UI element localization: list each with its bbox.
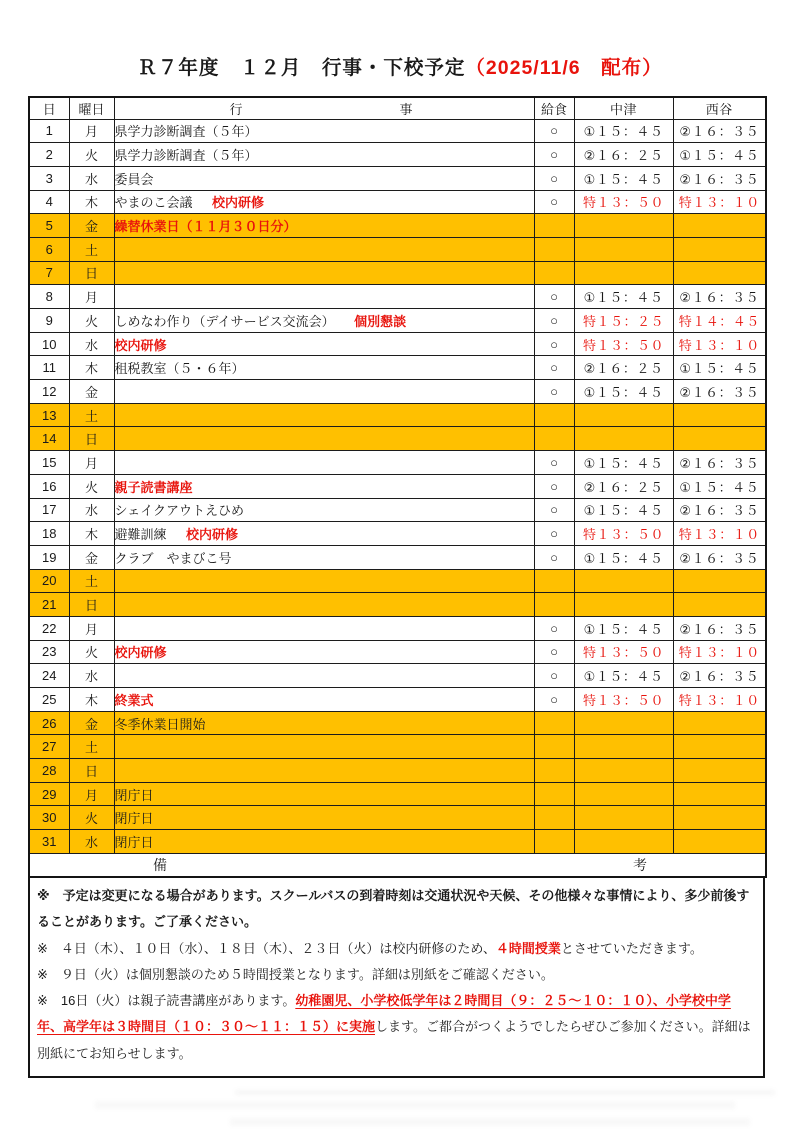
weekday-label: 水 xyxy=(69,830,114,854)
weekday-label: 木 xyxy=(69,688,114,712)
schedule-row-day-14 xyxy=(29,427,766,451)
event-text: 冬季休業日開始 xyxy=(114,716,206,732)
nakatsu-dismissal-time xyxy=(574,735,673,759)
schedule-row-day-28 xyxy=(29,759,766,783)
lunch-mark xyxy=(534,711,574,735)
day-number: 31 xyxy=(29,830,69,854)
day-number: 9 xyxy=(29,309,69,333)
weekday-label: 日 xyxy=(69,261,114,285)
nakatsu-dismissal-time xyxy=(574,237,673,261)
note-text: ※ ９日（火）は個別懇談のため５時間授業となります。詳細は別紙をご確認ください。 xyxy=(37,966,554,982)
nishitani-dismissal-time xyxy=(673,830,766,854)
event-text: 委員会 xyxy=(114,171,154,187)
lunch-mark xyxy=(534,214,574,238)
nakatsu-dismissal-time: ①１５：４５ xyxy=(574,285,673,309)
day-number: 7 xyxy=(29,261,69,285)
schedule-row-day-6 xyxy=(29,237,766,261)
event-cell xyxy=(114,545,534,569)
nishitani-dismissal-time: 特１３：１０ xyxy=(673,190,766,214)
note-text: ４時間授業 xyxy=(495,940,561,956)
nakatsu-dismissal-time xyxy=(574,593,673,617)
nishitani-dismissal-time: 特１４：４５ xyxy=(673,309,766,333)
schedule-row-day-20 xyxy=(29,569,766,593)
schedule-row-day-31 xyxy=(29,830,766,854)
lunch-mark: ○ xyxy=(534,143,574,167)
event-cell xyxy=(114,711,534,735)
lunch-mark xyxy=(534,569,574,593)
weekday-label: 金 xyxy=(69,545,114,569)
schedule-row-day-10 xyxy=(29,332,766,356)
day-number: 5 xyxy=(29,214,69,238)
schedule-row-day-11 xyxy=(29,356,766,380)
event-cell xyxy=(114,166,534,190)
nakatsu-dismissal-time: ①１５：４５ xyxy=(574,119,673,143)
event-cell xyxy=(114,735,534,759)
day-number: 13 xyxy=(29,403,69,427)
header-event xyxy=(114,97,534,119)
weekday-label: 日 xyxy=(69,593,114,617)
weekday-label: 土 xyxy=(69,403,114,427)
nakatsu-dismissal-time: 特１３：５０ xyxy=(574,332,673,356)
title-release-date: （2025/11/6 配布） xyxy=(465,57,663,79)
day-number: 1 xyxy=(29,119,69,143)
event-cell xyxy=(114,498,534,522)
header-event-spread xyxy=(115,99,534,118)
event-cell xyxy=(114,427,534,451)
event-text: 終業式 xyxy=(114,692,154,708)
nakatsu-dismissal-time: ①１５：４５ xyxy=(574,545,673,569)
event-cell xyxy=(114,474,534,498)
event-cell xyxy=(114,403,534,427)
nakatsu-dismissal-time xyxy=(574,806,673,830)
lunch-mark xyxy=(534,806,574,830)
day-number: 6 xyxy=(29,237,69,261)
header-weekday: 曜日 xyxy=(69,97,114,119)
event-cell xyxy=(114,616,534,640)
day-number: 21 xyxy=(29,593,69,617)
event-cell xyxy=(114,593,534,617)
lunch-mark xyxy=(534,782,574,806)
weekday-label: 金 xyxy=(69,380,114,404)
note-text: ※ ４日（木）、１０日（水）、１８日（木）、２３日（火）は校内研修のため、 xyxy=(37,940,496,956)
nakatsu-dismissal-time xyxy=(574,261,673,285)
lunch-mark: ○ xyxy=(534,664,574,688)
note-text: とさせていただきます。 xyxy=(560,940,703,956)
nakatsu-dismissal-time: 特１５：２５ xyxy=(574,309,673,333)
weekday-label: 月 xyxy=(69,782,114,806)
weekday-label: 木 xyxy=(69,190,114,214)
note-paragraph xyxy=(37,936,755,962)
day-number: 14 xyxy=(29,427,69,451)
event-cell xyxy=(114,806,534,830)
day-number: 11 xyxy=(29,356,69,380)
weekday-label: 日 xyxy=(69,759,114,783)
day-number: 20 xyxy=(29,569,69,593)
weekday-label: 土 xyxy=(69,237,114,261)
weekday-label: 月 xyxy=(69,616,114,640)
nakatsu-dismissal-time xyxy=(574,830,673,854)
schedule-row-day-9 xyxy=(29,309,766,333)
schedule-row-day-25 xyxy=(29,688,766,712)
event-text: 校内研修 xyxy=(186,527,239,543)
event-cell xyxy=(114,640,534,664)
remarks-spread xyxy=(30,855,765,875)
schedule-table xyxy=(28,96,767,878)
schedule-row-day-2 xyxy=(29,143,766,167)
schedule-row-day-26 xyxy=(29,711,766,735)
event-text: しめなわ作り（デイサービス交流会） xyxy=(114,313,335,329)
nishitani-dismissal-time: ②１６：３５ xyxy=(673,380,766,404)
event-cell xyxy=(114,143,534,167)
weekday-label: 木 xyxy=(69,356,114,380)
nishitani-dismissal-time xyxy=(673,735,766,759)
weekday-label: 月 xyxy=(69,119,114,143)
lunch-mark: ○ xyxy=(534,285,574,309)
event-cell xyxy=(114,664,534,688)
note-paragraph xyxy=(37,883,755,936)
lunch-mark: ○ xyxy=(534,616,574,640)
event-text: 県学力診断調査（５年） xyxy=(114,124,258,140)
day-number: 3 xyxy=(29,166,69,190)
remarks-header-cell xyxy=(29,853,766,877)
lunch-mark xyxy=(534,403,574,427)
event-cell xyxy=(114,237,534,261)
weekday-label: 月 xyxy=(69,285,114,309)
day-number: 27 xyxy=(29,735,69,759)
day-number: 4 xyxy=(29,190,69,214)
nishitani-dismissal-time xyxy=(673,759,766,783)
nakatsu-dismissal-time: ①１５：４５ xyxy=(574,380,673,404)
weekday-label: 火 xyxy=(69,143,114,167)
nishitani-dismissal-time xyxy=(673,427,766,451)
nakatsu-dismissal-time xyxy=(574,403,673,427)
nakatsu-dismissal-time: 特１３：５０ xyxy=(574,522,673,546)
weekday-label: 火 xyxy=(69,640,114,664)
nishitani-dismissal-time: 特１３：１０ xyxy=(673,688,766,712)
lunch-mark: ○ xyxy=(534,119,574,143)
event-cell xyxy=(114,332,534,356)
nishitani-dismissal-time xyxy=(673,806,766,830)
page-bleed-artifact xyxy=(230,1118,750,1126)
page-bleed-artifact xyxy=(235,1090,775,1095)
event-text: 個別懇談 xyxy=(354,313,407,329)
event-text: 校内研修 xyxy=(114,337,167,353)
nakatsu-dismissal-time: 特１３：５０ xyxy=(574,190,673,214)
event-text: 校内研修 xyxy=(212,195,265,211)
weekday-label: 火 xyxy=(69,309,114,333)
nakatsu-dismissal-time xyxy=(574,711,673,735)
lunch-mark: ○ xyxy=(534,309,574,333)
event-text: 県学力診断調査（５年） xyxy=(114,148,258,164)
schedule-row-day-18 xyxy=(29,522,766,546)
nishitani-dismissal-time xyxy=(673,569,766,593)
remarks-label-left: 備 xyxy=(153,857,167,874)
lunch-mark xyxy=(534,735,574,759)
nishitani-dismissal-time: 特１３：１０ xyxy=(673,332,766,356)
event-text: 繰替休業日（１１月３０日分） xyxy=(114,219,297,235)
nakatsu-dismissal-time xyxy=(574,569,673,593)
weekday-label: 木 xyxy=(69,522,114,546)
schedule-row-day-1 xyxy=(29,119,766,143)
nishitani-dismissal-time: ②１６：３５ xyxy=(673,451,766,475)
weekday-label: 金 xyxy=(69,711,114,735)
weekday-label: 金 xyxy=(69,214,114,238)
lunch-mark xyxy=(534,759,574,783)
header-lunch: 給食 xyxy=(534,97,574,119)
weekday-label: 水 xyxy=(69,498,114,522)
nishitani-dismissal-time: ②１６：３５ xyxy=(673,119,766,143)
nishitani-dismissal-time: ②１６：３５ xyxy=(673,166,766,190)
day-number: 19 xyxy=(29,545,69,569)
nakatsu-dismissal-time: ②１６：２５ xyxy=(574,356,673,380)
day-number: 25 xyxy=(29,688,69,712)
event-cell xyxy=(114,261,534,285)
day-number: 26 xyxy=(29,711,69,735)
day-number: 15 xyxy=(29,451,69,475)
schedule-row-day-22 xyxy=(29,616,766,640)
nakatsu-dismissal-time: ②１６：２５ xyxy=(574,143,673,167)
event-text: 閉庁日 xyxy=(114,834,154,850)
weekday-label: 月 xyxy=(69,451,114,475)
weekday-label: 土 xyxy=(69,735,114,759)
event-text: やまのこ会議 xyxy=(114,195,193,211)
nishitani-dismissal-time xyxy=(673,237,766,261)
day-number: 12 xyxy=(29,380,69,404)
nakatsu-dismissal-time xyxy=(574,782,673,806)
day-number: 29 xyxy=(29,782,69,806)
schedule-row-day-5 xyxy=(29,214,766,238)
header-nishitani: 西谷 xyxy=(673,97,766,119)
lunch-mark xyxy=(534,830,574,854)
day-number: 18 xyxy=(29,522,69,546)
event-text: 親子読書講座 xyxy=(114,479,193,495)
lunch-mark: ○ xyxy=(534,498,574,522)
nakatsu-dismissal-time: 特１３：５０ xyxy=(574,640,673,664)
nishitani-dismissal-time: ②１６：３５ xyxy=(673,498,766,522)
schedule-row-day-16 xyxy=(29,474,766,498)
day-number: 30 xyxy=(29,806,69,830)
header-event-left: 行 xyxy=(229,101,243,117)
title-text: Ｒ７年度 １２月 行事・下校予定 xyxy=(137,57,466,79)
nakatsu-dismissal-time xyxy=(574,759,673,783)
lunch-mark: ○ xyxy=(534,190,574,214)
nishitani-dismissal-time xyxy=(673,593,766,617)
nakatsu-dismissal-time xyxy=(574,214,673,238)
note-text: します。ご都合がつくようでしたらぜひご参加ください。詳細は別紙にてお知らせします。 xyxy=(37,1019,751,1061)
nishitani-dismissal-time: ②１６：３５ xyxy=(673,616,766,640)
note-paragraph xyxy=(37,988,755,1067)
page-title xyxy=(0,52,800,80)
day-number: 8 xyxy=(29,285,69,309)
nishitani-dismissal-time xyxy=(673,261,766,285)
lunch-mark: ○ xyxy=(534,451,574,475)
note-text: ※ 予定は変更になる場合があります。スクールバスの到着時刻は交通状況や天候、その他様々な事情により、多少前後することがあります。ご了承ください。 xyxy=(37,888,750,930)
event-text: 避難訓練 xyxy=(114,527,167,543)
day-number: 10 xyxy=(29,332,69,356)
table-header-row xyxy=(29,97,766,119)
lunch-mark: ○ xyxy=(534,474,574,498)
event-text: 校内研修 xyxy=(114,645,167,661)
nishitani-dismissal-time: 特１３：１０ xyxy=(673,522,766,546)
event-cell xyxy=(114,451,534,475)
schedule-row-day-19 xyxy=(29,545,766,569)
nakatsu-dismissal-time: ②１６：２５ xyxy=(574,474,673,498)
event-text: シェイクアウトえひめ xyxy=(114,503,244,519)
nishitani-dismissal-time: 特１３：１０ xyxy=(673,640,766,664)
day-number: 17 xyxy=(29,498,69,522)
nakatsu-dismissal-time: ①１５：４５ xyxy=(574,166,673,190)
weekday-label: 火 xyxy=(69,474,114,498)
schedule-row-day-29 xyxy=(29,782,766,806)
weekday-label: 火 xyxy=(69,806,114,830)
lunch-mark xyxy=(534,237,574,261)
lunch-mark: ○ xyxy=(534,522,574,546)
weekday-label: 水 xyxy=(69,166,114,190)
note-text: ※ 16日（火）は親子読書講座があります。 xyxy=(37,993,296,1008)
nakatsu-dismissal-time: ①１５：４５ xyxy=(574,664,673,688)
remarks-header-row xyxy=(29,853,766,877)
day-number: 23 xyxy=(29,640,69,664)
event-text: クラブ やまびこ号 xyxy=(114,550,232,566)
header-event-right: 事 xyxy=(399,101,413,117)
nishitani-dismissal-time: ①１５：４５ xyxy=(673,474,766,498)
event-cell xyxy=(114,522,534,546)
note-text: 幼稚園児、小学校低学年は２時間目（９：２５～１０：１０）、小学校中学年、高学年は３時間目（１０：３０～１１：１５）に実施 xyxy=(37,993,731,1035)
day-number: 22 xyxy=(29,616,69,640)
nakatsu-dismissal-time: ①１５：４５ xyxy=(574,498,673,522)
schedule-row-day-13 xyxy=(29,403,766,427)
event-cell xyxy=(114,119,534,143)
schedule-row-day-15 xyxy=(29,451,766,475)
schedule-row-day-30 xyxy=(29,806,766,830)
nishitani-dismissal-time xyxy=(673,214,766,238)
nishitani-dismissal-time: ②１６：３５ xyxy=(673,545,766,569)
event-cell xyxy=(114,214,534,238)
event-cell xyxy=(114,190,534,214)
weekday-label: 日 xyxy=(69,427,114,451)
schedule-row-day-8 xyxy=(29,285,766,309)
event-text: 閉庁日 xyxy=(114,811,154,827)
event-cell xyxy=(114,356,534,380)
lunch-mark xyxy=(534,427,574,451)
day-number: 24 xyxy=(29,664,69,688)
nishitani-dismissal-time xyxy=(673,711,766,735)
event-cell xyxy=(114,285,534,309)
page-bleed-artifact xyxy=(95,1101,735,1109)
schedule-row-day-3 xyxy=(29,166,766,190)
day-number: 16 xyxy=(29,474,69,498)
nishitani-dismissal-time: ②１６：３５ xyxy=(673,664,766,688)
event-cell xyxy=(114,830,534,854)
day-number: 2 xyxy=(29,143,69,167)
schedule-row-day-23 xyxy=(29,640,766,664)
schedule-row-day-7 xyxy=(29,261,766,285)
schedule-row-day-27 xyxy=(29,735,766,759)
lunch-mark: ○ xyxy=(534,332,574,356)
nakatsu-dismissal-time xyxy=(574,427,673,451)
day-number: 28 xyxy=(29,759,69,783)
event-cell xyxy=(114,309,534,333)
lunch-mark: ○ xyxy=(534,166,574,190)
nishitani-dismissal-time xyxy=(673,782,766,806)
header-nakatsu: 中津 xyxy=(574,97,673,119)
nishitani-dismissal-time xyxy=(673,403,766,427)
event-cell xyxy=(114,688,534,712)
event-cell xyxy=(114,782,534,806)
schedule-row-day-24 xyxy=(29,664,766,688)
event-text: 租税教室（５・６年） xyxy=(114,361,245,377)
nakatsu-dismissal-time: 特１３：５０ xyxy=(574,688,673,712)
schedule-row-day-21 xyxy=(29,593,766,617)
lunch-mark xyxy=(534,593,574,617)
lunch-mark xyxy=(534,261,574,285)
remarks-label-right: 考 xyxy=(633,857,647,874)
weekday-label: 水 xyxy=(69,664,114,688)
schedule-row-day-17 xyxy=(29,498,766,522)
lunch-mark: ○ xyxy=(534,356,574,380)
schedule-row-day-4 xyxy=(29,190,766,214)
nakatsu-dismissal-time: ①１５：４５ xyxy=(574,616,673,640)
lunch-mark: ○ xyxy=(534,380,574,404)
weekday-label: 土 xyxy=(69,569,114,593)
nishitani-dismissal-time: ②１６：３５ xyxy=(673,285,766,309)
header-day: 日 xyxy=(29,97,69,119)
nakatsu-dismissal-time: ①１５：４５ xyxy=(574,451,673,475)
schedule-table-body xyxy=(29,119,766,853)
note-paragraph xyxy=(37,962,755,988)
nishitani-dismissal-time: ①１５：４５ xyxy=(673,143,766,167)
event-cell xyxy=(114,380,534,404)
event-cell xyxy=(114,569,534,593)
notes-box xyxy=(28,876,765,1078)
lunch-mark: ○ xyxy=(534,545,574,569)
lunch-mark: ○ xyxy=(534,640,574,664)
schedule-row-day-12 xyxy=(29,380,766,404)
event-text: 閉庁日 xyxy=(114,787,154,803)
weekday-label: 水 xyxy=(69,332,114,356)
event-cell xyxy=(114,759,534,783)
nishitani-dismissal-time: ①１５：４５ xyxy=(673,356,766,380)
lunch-mark: ○ xyxy=(534,688,574,712)
